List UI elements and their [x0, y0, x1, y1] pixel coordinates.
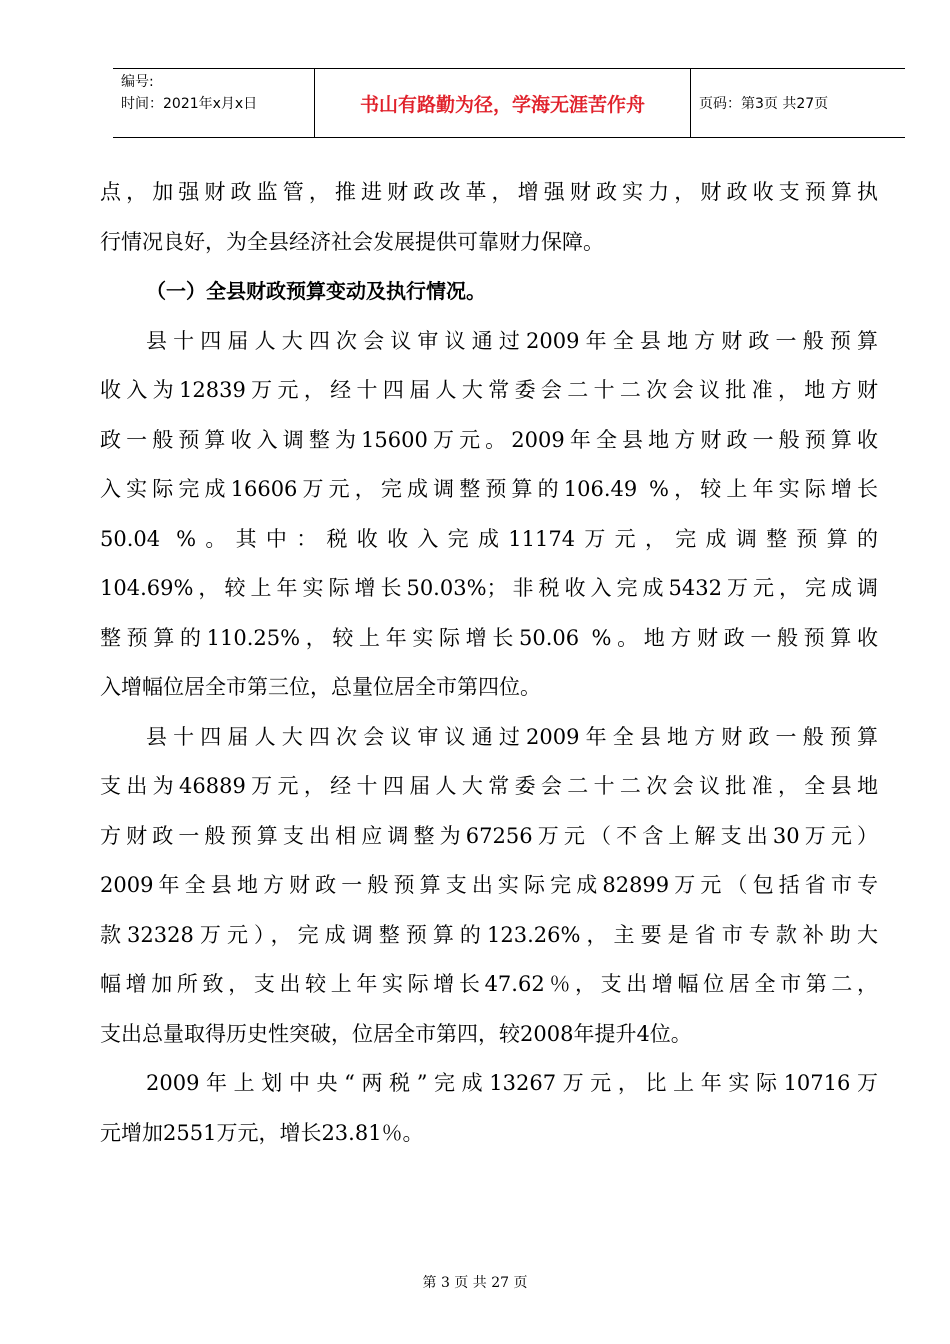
body-line: 元增加2551万元，增长23.81％。 — [100, 1120, 424, 1145]
body-line: 2009年上划中央“两税”完成13267万元，比上年实际10716万 — [146, 1071, 878, 1095]
body-line: 整预算的110.25%，较上年实际增长50.06 %。地方财政一般预算收 — [100, 625, 878, 650]
body-line: 幅增加所致，支出较上年实际增长47.62％，支出增幅位居全市第二， — [100, 972, 878, 996]
section-heading: （一）全县财政预算变动及执行情况。 — [146, 279, 486, 303]
header-motto: 书山有路勤为径，学海无涯苦作舟 — [315, 69, 691, 137]
body-line: 支出为46889万元，经十四届人大常委会二十二次会议批准，全县地 — [100, 774, 878, 798]
body-line: 县十四届人大四次会议审议通过2009年全县地方财政一般预算 — [146, 724, 878, 749]
number-label: 编号: — [121, 74, 154, 90]
body-line: 方财政一般预算支出相应调整为67256万元（不含上解支出30万元） — [100, 823, 878, 848]
time-label: 时间：2021年x月x日 — [121, 96, 258, 112]
body-line: 104.69%，较上年实际增长50.03%；非税收入完成5432万元，完成调 — [100, 576, 878, 600]
body-line: 款32328万元），完成调整预算的123.26%，主要是省市专款补助大 — [100, 922, 878, 947]
body-line: 50.04 %。其中：税收收入完成11174万元，完成调整预算的 — [100, 526, 878, 551]
header-meta — [113, 69, 315, 137]
body-line: 支出总量取得历史性突破，位居全市第四，较2008年提升4位。 — [100, 1021, 692, 1046]
body-line: 行情况良好，为全县经济社会发展提供可靠财力保障。 — [100, 229, 604, 254]
body-line: 点，加强财政监管，推进财政改革，增强财政实力，财政收支预算执 — [100, 180, 878, 204]
body-line: 政一般预算收入调整为15600万元。2009年全县地方财政一般预算收 — [100, 427, 878, 452]
body-line: 入实际完成16606万元，完成调整预算的106.49 %，较上年实际增长 — [100, 477, 878, 501]
body-line: 县十四届人大四次会议审议通过2009年全县地方财政一般预算 — [146, 328, 878, 353]
body-line: 2009年全县地方财政一般预算支出实际完成82899万元（包括省市专 — [100, 873, 878, 897]
body-line: 收入为12839万元，经十四届人大常委会二十二次会议批准，地方财 — [100, 378, 878, 402]
body-line: 入增幅位居全市第三位，总量位居全市第四位。 — [100, 675, 541, 699]
document-body — [100, 168, 878, 1158]
header-page-label: 页码：第3页 共27页 — [699, 96, 829, 112]
page-footer: 第 3 页 共 27 页 — [422, 1275, 528, 1291]
page-header — [113, 68, 905, 138]
